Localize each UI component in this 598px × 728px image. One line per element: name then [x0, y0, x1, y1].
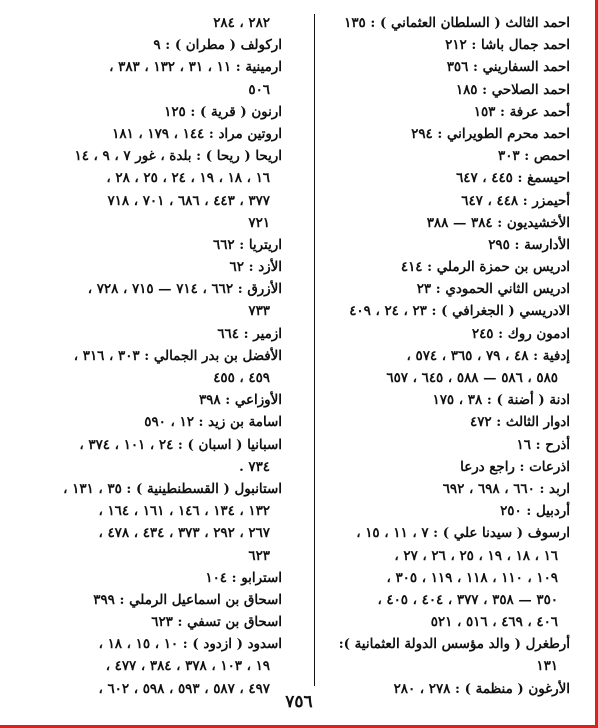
index-entry-line: اريتريا : ٦٦٢: [213, 236, 282, 253]
index-entry-line: أرطغرل ( والد مؤسس الدولة العثمانية ):: [338, 636, 570, 653]
index-entry-line: اسحاق بن تسفي : ٦٢٣: [151, 614, 282, 631]
index-entry-line: إدفية : ٤٨ ، ٧٩ ، ٣٦٥ ، ٥٧٤ ،: [406, 347, 570, 364]
index-entry-line: ادريس الثاني الحمودي : ٢٣: [416, 281, 570, 298]
index-entry-line: الأفضل بن بدر الجمالي : ٣٠٣ ، ٣١٦ ،: [73, 347, 282, 364]
index-entry-line: ١٣٢ ، ١٣٤ ، ١٤٦ ، ١٦١ ، ١٦٤ ،: [98, 503, 270, 520]
index-page: [14, 12, 570, 702]
index-entry-line: اركولف ( مطران ) : ٩: [153, 37, 282, 54]
index-entry-line: ٧٣٤ .: [239, 458, 270, 475]
index-entry-line: ادنة ( أضنة ) : ٣٨ ، ١٧٥: [432, 392, 570, 409]
index-entry-line: اروتين مراد : ١٤٤ ، ١٧٩ ، ١٨١: [112, 125, 282, 142]
index-entry-line: ٤٥٩ ، ٤٥٥: [213, 370, 270, 386]
index-entry-line: ١٦ ، ١٨ ، ١٩ ، ٢٥ ، ٢٦ ، ٢٧ ،: [394, 547, 558, 564]
index-entry-line: الأدارسة : ٢٩٥: [488, 236, 570, 253]
index-column-right: [302, 12, 570, 700]
index-entry-line: الأزد : ٦٢: [229, 259, 282, 276]
index-entry-line: الأرغون ( منظمة ) : ٢٧٨ ، ٢٨٠: [393, 680, 570, 697]
index-entry-line: احمد السفاريني : ٣٥٦: [446, 59, 570, 76]
index-entry-line: استرابو : ١٠٤: [205, 569, 282, 586]
index-entry-line: ١٣١: [536, 658, 558, 675]
index-entry-line: ٣٧٧ ، ٤٤٣ ، ٦٨٦ ، ٧٠١ ، ٧١٨: [107, 192, 270, 209]
index-entry-line: ٦٢٣: [248, 547, 270, 564]
index-entry-line: أردبيل : ٢٥٠: [500, 503, 570, 520]
index-entry-line: الادريسي ( الجغرافي ) : ٢٣ ، ٢٤ ، ٤٠٩: [349, 303, 570, 320]
index-entry-line: احمص : ٣٠٣: [498, 148, 570, 165]
index-entry-line: احيسمغ : ٤٤٥ ، ٦٤٧: [456, 170, 570, 187]
column-divider: [314, 14, 315, 686]
index-entry-line: الأوزاعي : ٣٩٨: [198, 392, 282, 409]
index-entry-line: أحيمزر : ٤٤٨ ، ٦٤٧: [461, 192, 570, 209]
index-entry-line: ادوار الثالث : ٤٧٢: [470, 414, 570, 431]
index-entry-line: ٢٨٢ ، ٢٨٤: [213, 15, 270, 31]
index-entry-line: الأزرق : ٦٦٢ ، ٧١٤ — ٧١٥ ، ٧٢٨ ،: [87, 281, 282, 298]
index-entry-line: أذرح : ١٦: [516, 436, 570, 453]
index-entry-line: احمد الثالث ( السلطان العثماني ) : ١٣٥: [344, 15, 570, 31]
index-entry-line: اربد : ٦٦٠ ، ٦٩٨ ، ٦٩٢: [442, 480, 570, 497]
index-entry-line: ادريس بن حمزة الرملي : ٤١٤: [400, 259, 570, 276]
index-entry-line: ارمينية : ١١ ، ٣١ ، ١٣٢ ، ٣٨٣ ،: [109, 59, 282, 76]
index-column-left: [14, 12, 282, 700]
index-entry-line: ٥٠٦: [248, 81, 270, 98]
index-entry-line: ٧٣٣: [248, 303, 270, 320]
index-entry-line: ١٩ ، ١٠٣ ، ٣٧٨ ، ٣٨٤ ، ٤٧٧ ،: [105, 658, 270, 675]
index-entry-line: ٥٨٥ ، ٥٨٦ — ٥٨٨ ، ٦٤٥ ، ٦٥٧: [386, 370, 558, 386]
index-entry-line: ادمون روك : ٢٤٥: [471, 325, 570, 342]
index-entry-line: ١٦ ، ١٨ ، ١٩ ، ٢٤ ، ٢٥ ، ٢٨ ،: [106, 170, 270, 187]
index-entry-line: احمد محرم الطويراني : ٢٩٤: [411, 125, 570, 142]
index-entry-line: ازمير : ٦٦٤: [217, 325, 282, 342]
index-entry-line: اسبانيا ( اسبان ) : ٢٤ ، ١٠١ ، ٣٧٤ ،: [79, 436, 282, 453]
index-entry-line: اذرعات : راجع درعا: [460, 458, 570, 475]
index-entry-line: اسدود ( ازدود ) : ١٠ ، ١٥ ، ١٨ ،: [98, 636, 282, 653]
page-number: ٧٥٦: [285, 692, 313, 712]
index-entry-line: ارنون ( قرية ) : ١٢٥: [164, 103, 282, 120]
index-entry-line: اريحا ( ريحا ) : بلدة ، غور ٧ ، ٩ ، ١٤: [74, 148, 282, 165]
index-entry-line: استانبول ( القسطنطينية ) : ٣٥ ، ١٣١ ،: [63, 480, 282, 497]
index-entry-line: ٤٩٧ ، ٥٨٧ ، ٥٩٣ ، ٥٩٨ ، ٦٠٢ ،: [98, 680, 270, 697]
index-entry-line: ٤٠٦ ، ٤٦٩ ، ٥١٦ ، ٥٢١: [430, 614, 558, 631]
index-entry-line: احمد الصلاحي : ١٨٥: [455, 81, 570, 98]
index-entry-line: ارسوف ( سيدنا علي ) : ٧ ، ١١ ، ١٥ ،: [356, 525, 570, 542]
index-entry-line: احمد جمال باشا : ٢١٢: [445, 37, 570, 54]
index-entry-line: ١٠٩ ، ١١٠ ، ١١٨ ، ١١٩ ، ٣٠٥ ،: [386, 569, 558, 586]
index-entry-line: ٢٦٧ ، ٢٩٢ ، ٣٧٣ ، ٤٣٤ ، ٤٧٨ ،: [98, 525, 270, 542]
index-entry-line: أحمد عرفة : ١٥٣: [473, 103, 570, 120]
index-entry-line: الأخشيديون : ٣٨٤ — ٣٨٨: [426, 214, 570, 231]
index-entry-line: اسحاق بن اسماعيل الرملي : ٣٩٩: [93, 591, 282, 608]
index-entry-line: ٧٢١: [248, 214, 270, 231]
index-entry-line: ٣٥٠ — ٣٥٨ ، ٣٧٧ ، ٤٠٤ ، ٤٠٥ ،: [377, 591, 558, 608]
index-entry-line: اسامة بن زيد : ١٢ ، ٥٩٠: [144, 414, 282, 431]
